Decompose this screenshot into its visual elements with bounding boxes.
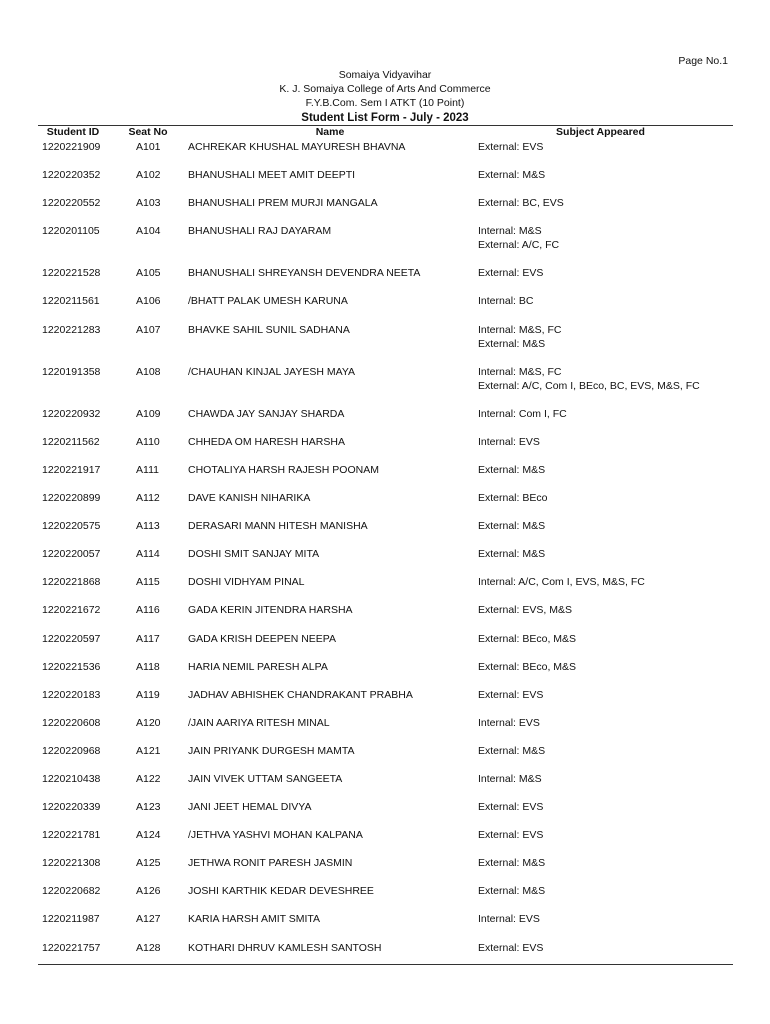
subject-cell xyxy=(478,547,545,561)
course-name: F.Y.B.Com. Sem I ATKT (10 Point) xyxy=(305,97,465,109)
table-row xyxy=(38,547,733,575)
seat-no-cell: A102 xyxy=(136,169,161,182)
subject-cell xyxy=(478,407,567,421)
subject-cell xyxy=(478,575,645,589)
student-name-cell: CHOTALIYA HARSH RAJESH POONAM xyxy=(188,463,379,476)
student-name-cell: ACHREKAR KHUSHAL MAYURESH BHAVNA xyxy=(188,141,406,153)
student-name-cell: DOSHI SMIT SANJAY MITA xyxy=(188,548,320,561)
table-row xyxy=(38,660,733,688)
student-name-cell: CHAWDA JAY SANJAY SHARDA xyxy=(188,407,345,420)
student-id-cell: 1220210438 xyxy=(42,772,101,785)
subject-line: External: M&S xyxy=(478,463,546,476)
subject-line: External: M&S xyxy=(478,337,546,350)
student-table xyxy=(38,140,733,969)
student-id-cell: 1220220597 xyxy=(42,632,101,645)
seat-no-cell: A112 xyxy=(136,492,160,505)
subject-cell xyxy=(478,884,545,898)
subject-cell xyxy=(478,856,545,870)
student-name-cell: JETHWA RONIT PARESH JASMIN xyxy=(188,857,353,870)
seat-no-cell: A113 xyxy=(136,520,160,533)
subject-cell xyxy=(478,365,700,393)
table-row xyxy=(38,196,733,224)
seat-no-cell: A123 xyxy=(136,801,161,814)
subject-line: Internal: M&S xyxy=(478,772,542,785)
table-row xyxy=(38,884,733,912)
seat-no-cell: A128 xyxy=(136,941,161,954)
student-id-cell: 1220220575 xyxy=(42,520,101,533)
subject-line: Internal: M&S, FC xyxy=(478,365,562,378)
subject-cell xyxy=(478,772,542,786)
student-name-cell: KOTHARI DHRUV KAMLESH SANTOSH xyxy=(188,941,382,954)
subject-cell xyxy=(478,828,543,842)
table-header xyxy=(38,125,733,140)
seat-no-cell: A104 xyxy=(136,225,161,238)
student-name-cell: GADA KERIN JITENDRA HARSHA xyxy=(188,604,353,617)
subject-line: Internal: A/C, Com I, EVS, M&S, FC xyxy=(478,576,645,589)
bottom-divider xyxy=(38,964,733,965)
student-id-cell: 1220221672 xyxy=(42,604,101,617)
seat-no-cell: A105 xyxy=(136,267,161,280)
seat-no-cell: A127 xyxy=(136,913,161,926)
seat-no-cell: A125 xyxy=(136,857,161,870)
subject-cell xyxy=(478,435,540,449)
student-id-cell: 1220220339 xyxy=(42,801,101,814)
subject-line: External: EVS xyxy=(478,688,544,701)
student-id-cell: 1220220932 xyxy=(42,407,101,420)
subject-line: External: M&S xyxy=(478,857,546,870)
seat-no-cell: A111 xyxy=(136,463,159,476)
seat-no-cell: A101 xyxy=(136,141,161,153)
subject-cell xyxy=(478,140,543,154)
student-name-cell: BHAVKE SAHIL SUNIL SADHANA xyxy=(188,323,350,336)
student-name-cell: BHANUSHALI PREM MURJI MANGALA xyxy=(188,197,378,210)
student-id-cell: 1220221757 xyxy=(42,941,101,954)
student-id-cell: 1220221868 xyxy=(42,576,101,589)
subject-line: External: BEco xyxy=(478,492,548,505)
student-id-cell: 1220220608 xyxy=(42,716,101,729)
table-row xyxy=(38,716,733,744)
student-name-cell: GADA KRISH DEEPEN NEEPA xyxy=(188,632,337,645)
seat-no-cell: A121 xyxy=(136,744,161,757)
student-id-cell: 1220220352 xyxy=(42,169,101,182)
subject-cell xyxy=(478,463,545,477)
student-id-cell: 1220220183 xyxy=(42,688,101,701)
seat-no-cell: A109 xyxy=(136,407,161,420)
subject-cell xyxy=(478,941,543,955)
table-row xyxy=(38,168,733,196)
seat-no-cell: A115 xyxy=(136,576,160,589)
seat-no-cell: A126 xyxy=(136,885,161,898)
student-id-cell: 1220211562 xyxy=(42,435,100,448)
table-row xyxy=(38,828,733,856)
subject-line: External: A/C, Com I, BEco, BC, EVS, M&S, FC xyxy=(478,379,700,392)
student-name-cell: BHANUSHALI MEET AMIT DEEPTI xyxy=(188,169,356,182)
student-name-cell: BHANUSHALI RAJ DAYARAM xyxy=(188,225,332,238)
table-row xyxy=(38,463,733,491)
seat-no-cell: A124 xyxy=(136,829,161,842)
subject-line: External: A/C, FC xyxy=(478,239,560,252)
table-row xyxy=(38,294,733,322)
table-row xyxy=(38,519,733,547)
subject-cell xyxy=(478,196,564,210)
seat-no-cell: A118 xyxy=(136,660,160,673)
seat-no-cell: A122 xyxy=(136,772,161,785)
table-row xyxy=(38,800,733,828)
subject-line: External: M&S xyxy=(478,548,546,561)
subject-line: Internal: EVS xyxy=(478,435,540,448)
column-header-subject: Subject Appeared xyxy=(556,126,645,138)
subject-cell xyxy=(478,491,547,505)
student-name-cell: JOSHI KARTHIK KEDAR DEVESHREE xyxy=(188,885,374,898)
subject-line: External: EVS xyxy=(478,829,544,842)
subject-line: External: BEco, M&S xyxy=(478,632,577,645)
column-header-student-id: Student ID xyxy=(46,126,100,138)
student-id-cell: 1220221283 xyxy=(42,323,101,336)
seat-no-cell: A106 xyxy=(136,295,161,308)
student-id-cell: 1220221917 xyxy=(42,463,101,476)
subject-line: External: BC, EVS xyxy=(478,197,564,210)
table-row xyxy=(38,912,733,940)
subject-line: External: M&S xyxy=(478,885,546,898)
subject-line: Internal: EVS xyxy=(478,913,540,926)
subject-line: External: M&S xyxy=(478,169,546,182)
subject-cell xyxy=(478,519,545,533)
student-id-cell: 1220221909 xyxy=(42,141,101,153)
seat-no-cell: A110 xyxy=(136,435,160,448)
seat-no-cell: A107 xyxy=(136,323,161,336)
subject-cell xyxy=(478,168,545,182)
student-id-cell: 1220221781 xyxy=(42,829,101,842)
seat-no-cell: A117 xyxy=(136,632,160,645)
document-header xyxy=(0,68,770,126)
student-id-cell: 1220220968 xyxy=(42,744,101,757)
student-id-cell: 1220191358 xyxy=(42,365,101,378)
student-name-cell: HARIA NEMIL PARESH ALPA xyxy=(188,660,328,673)
table-row xyxy=(38,575,733,603)
column-header-name: Name xyxy=(315,126,345,138)
subject-cell xyxy=(478,716,540,730)
student-name-cell: /JAIN AARIYA RITESH MINAL xyxy=(188,716,330,729)
subject-cell xyxy=(478,632,576,646)
column-header-seat-no: Seat No xyxy=(128,126,168,138)
subject-cell xyxy=(478,323,561,351)
student-id-cell: 1220220899 xyxy=(42,492,101,505)
student-id-cell: 1220220552 xyxy=(42,197,101,210)
subject-line: External: EVS xyxy=(478,141,544,153)
table-row xyxy=(38,603,733,631)
subject-line: External: M&S xyxy=(478,744,546,757)
subject-cell xyxy=(478,603,572,617)
subject-line: External: EVS xyxy=(478,801,544,814)
subject-cell xyxy=(478,688,543,702)
student-name-cell: DERASARI MANN HITESH MANISHA xyxy=(188,520,368,533)
subject-cell xyxy=(478,800,543,814)
student-id-cell: 1220221528 xyxy=(42,267,101,280)
seat-no-cell: A108 xyxy=(136,365,161,378)
table-row xyxy=(38,744,733,772)
student-name-cell: JAIN PRIYANK DURGESH MAMTA xyxy=(188,744,355,757)
subject-line: Internal: M&S, FC xyxy=(478,323,562,336)
student-id-cell: 1220211561 xyxy=(42,295,100,308)
table-row xyxy=(38,266,733,294)
form-title: Student List Form - July - 2023 xyxy=(301,112,469,124)
subject-cell xyxy=(478,744,545,758)
student-id-cell: 1220221308 xyxy=(42,857,101,870)
student-name-cell: /BHATT PALAK UMESH KARUNA xyxy=(188,295,348,308)
seat-no-cell: A119 xyxy=(136,688,160,701)
subject-cell xyxy=(478,266,543,280)
student-id-cell: 1220201105 xyxy=(42,225,100,238)
student-id-cell: 1220220682 xyxy=(42,885,101,898)
seat-no-cell: A114 xyxy=(136,548,160,561)
subject-line: Internal: EVS xyxy=(478,716,540,729)
institution-name: Somaiya Vidyavihar xyxy=(338,69,432,81)
seat-no-cell: A116 xyxy=(136,604,160,617)
subject-line: Internal: Com I, FC xyxy=(478,407,567,420)
subject-cell xyxy=(478,294,533,308)
student-name-cell: DOSHI VIDHYAM PINAL xyxy=(188,576,305,589)
table-row xyxy=(38,407,733,435)
student-name-cell: CHHEDA OM HARESH HARSHA xyxy=(188,435,345,448)
subject-cell xyxy=(478,912,540,926)
student-name-cell: /JETHVA YASHVI MOHAN KALPANA xyxy=(188,829,363,842)
seat-no-cell: A103 xyxy=(136,197,161,210)
subject-line: Internal: BC xyxy=(478,295,534,308)
table-row xyxy=(38,435,733,463)
student-name-cell: KARIA HARSH AMIT SMITA xyxy=(188,913,321,926)
student-id-cell: 1220221536 xyxy=(42,660,101,673)
subject-line: External: BEco, M&S xyxy=(478,660,577,673)
table-row xyxy=(38,772,733,800)
student-name-cell: JAIN VIVEK UTTAM SANGEETA xyxy=(188,772,343,785)
student-name-cell: BHANUSHALI SHREYANSH DEVENDRA NEETA xyxy=(188,267,421,280)
subject-cell xyxy=(478,660,576,674)
student-name-cell: JADHAV ABHISHEK CHANDRAKANT PRABHA xyxy=(188,688,413,701)
table-row xyxy=(38,224,733,266)
table-row xyxy=(38,365,733,407)
student-name-cell: /CHAUHAN KINJAL JAYESH MAYA xyxy=(188,365,356,378)
subject-line: External: EVS, M&S xyxy=(478,604,572,617)
subject-line: External: EVS xyxy=(478,941,544,954)
table-row xyxy=(38,491,733,519)
student-id-cell: 1220220057 xyxy=(42,548,101,561)
college-name: K. J. Somaiya College of Arts And Commerce xyxy=(279,83,491,95)
student-name-cell: DAVE KANISH NIHARIKA xyxy=(188,492,311,505)
table-row xyxy=(38,688,733,716)
student-id-cell: 1220211987 xyxy=(42,913,100,926)
page-number: Page No.1 xyxy=(678,55,728,67)
subject-line: External: M&S xyxy=(478,520,546,533)
subject-line: Internal: M&S xyxy=(478,225,542,238)
subject-cell xyxy=(478,224,559,252)
subject-line: External: EVS xyxy=(478,267,544,280)
student-name-cell: JANI JEET HEMAL DIVYA xyxy=(188,801,312,814)
table-row xyxy=(38,632,733,660)
table-row xyxy=(38,856,733,884)
table-row xyxy=(38,323,733,365)
table-row xyxy=(38,140,733,168)
seat-no-cell: A120 xyxy=(136,716,161,729)
